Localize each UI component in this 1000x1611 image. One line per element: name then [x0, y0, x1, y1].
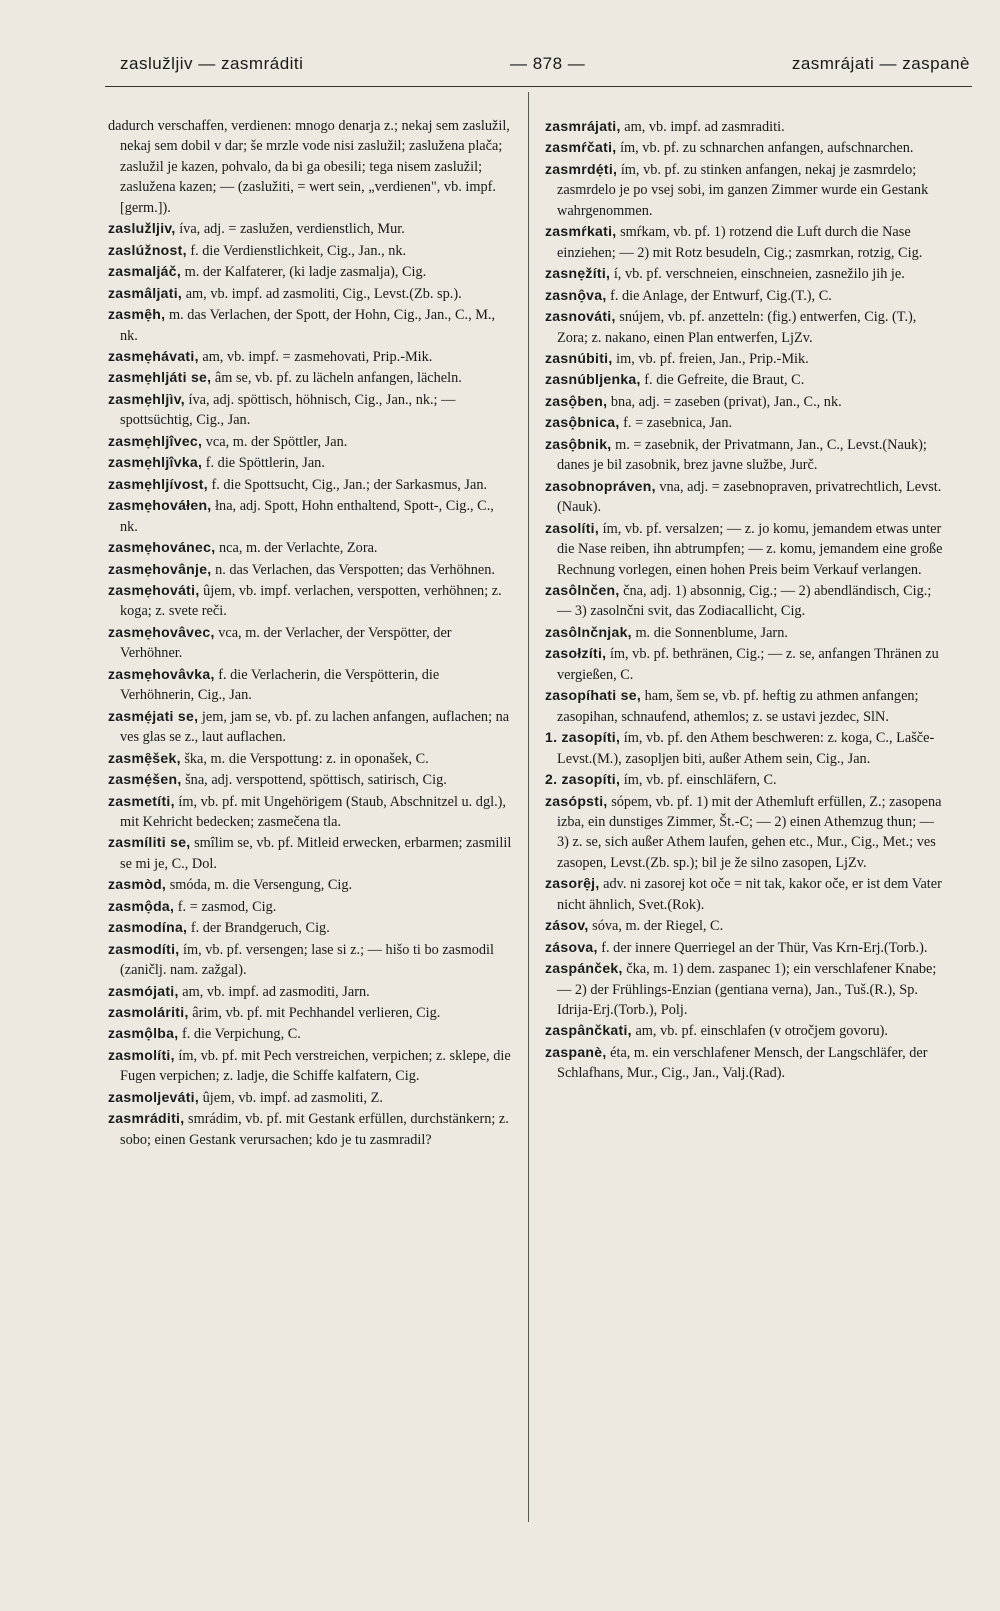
entry-definition: nca, m. der Verlachte, Zora.	[218, 540, 378, 557]
entry-headword: zaspanè,	[545, 1043, 607, 1060]
entry-headword: zasmrdẹ́ti,	[545, 160, 618, 177]
entry-headword: zasopíhati se,	[545, 687, 642, 704]
entry-definition: m. der Kalfaterer, (ki ladje zasmalja), Cig.	[184, 264, 427, 281]
entry-definition: ím, vb. pf. einschläfern, C.	[623, 772, 777, 789]
entry-definition: ím, vb. pf. zu stinken anfangen, nekaj je zasmrdelo; zasmrdelo je po vsej sobi, im ganzen Zimmer wurde ein Gestank wahrgenommen.	[557, 161, 929, 219]
dictionary-entry	[108, 1108, 512, 1150]
dictionary-entry	[108, 116, 512, 218]
entry-headword: zasộbnik,	[545, 435, 612, 452]
entry-definition: čka, m. 1) dem. zaspanec 1); ein verschlafener Knabe; — 2) der Frühlings-Enzian (gentiana verna), Jan., Tuš.(R.), Sp. Idrija-Erj.(Torb.), Polj.	[557, 961, 937, 1019]
entry-headword: zaspânčkati,	[545, 1022, 632, 1039]
entry-definition: f. der innere Querriegel an der Thür, Vas Krn-Erj.(Torb.).	[601, 939, 928, 956]
entry-definition: íva, adj. = zaslužen, verdienstlich, Mur.	[179, 221, 405, 238]
dictionary-entry	[108, 431, 512, 452]
entry-definition: adv. ni zasorej kot oče = nit tak, kakor oče, er ist dem Vater nicht ähnlich, Svet.(Rok).	[557, 876, 942, 913]
entry-definition: f. = zasebnica, Jan.	[623, 415, 733, 432]
dictionary-entry	[108, 537, 512, 558]
dictionary-entry	[108, 769, 512, 790]
column-divider	[528, 92, 529, 1522]
dictionary-entry	[545, 412, 949, 433]
dictionary-entry	[545, 285, 949, 306]
entry-definition: sóva, m. der Riegel, C.	[592, 918, 724, 935]
entry-headword: zasmẹ̑h,	[108, 306, 166, 323]
entry-definition: f. = zasmod, Cig.	[177, 898, 277, 915]
dictionary-entry	[545, 580, 949, 622]
entry-headword: zasmaljáč,	[108, 263, 182, 280]
entry-headword: zasmẹ́šen,	[108, 771, 182, 788]
entry-headword: zasnováti,	[545, 308, 616, 325]
entry-definition: ím, vb. pf. zu schnarchen anfangen, aufschnarchen.	[620, 140, 914, 157]
entry-definition: am, vb. impf. ad zasmraditi.	[624, 119, 785, 135]
entry-definition: am, vb. impf. = zasmehovati, Prip.-Mik.	[202, 348, 433, 365]
entry-headword: zásov,	[545, 917, 589, 934]
right-column	[545, 116, 949, 1084]
entry-headword: zasmẹhljáti se,	[108, 369, 212, 386]
entry-headword: zasołzíti,	[545, 645, 607, 662]
entry-headword: zasmẹhljîvec,	[108, 432, 203, 449]
entry-definition: f. die Anlage, der Entwurf, Cig.(T.), C.	[610, 287, 832, 304]
entry-headword: zasnẹžíti,	[545, 265, 611, 282]
dictionary-entry	[545, 263, 949, 284]
dictionary-entry	[545, 476, 949, 518]
entry-definition: vna, adj. = zasebnopraven, privatrechtlich, Levst.(Nauk).	[557, 478, 942, 516]
dictionary-entry	[108, 304, 512, 346]
entry-headword: zasmẹhováti,	[108, 581, 200, 598]
entry-definition: f. die Verpichung, C.	[181, 1026, 301, 1043]
dictionary-entry	[108, 389, 512, 431]
entry-headword: zasộbnica,	[545, 414, 620, 431]
left-column	[108, 116, 512, 1150]
dictionary-entry	[108, 832, 512, 874]
entry-definition: ím, vb. pf. bethränen, Cig.; — z. se, anfangen Thränen zu vergießen, C.	[557, 646, 939, 683]
entry-headword: zaspánček,	[545, 960, 623, 977]
entry-definition: m. = zasebnik, der Privatmann, Jan., C., Levst.(Nauk); danes je bil zasobnik, brez javne službe, Jurč.	[557, 436, 927, 474]
dictionary-entry	[545, 769, 949, 790]
dictionary-entry	[108, 495, 512, 537]
entry-headword: zasmŕčati,	[545, 139, 617, 156]
entry-definition: m. das Verlachen, der Spott, der Hohn, Cig., Jan., C., M., nk.	[120, 307, 496, 344]
entry-headword: zasmetíti,	[108, 792, 175, 809]
entry-definition: ûjem, vb. impf. ad zasmoliti, Z.	[202, 1089, 383, 1106]
entry-headword: zasmẹhovânje,	[108, 560, 212, 577]
entry-definition: am, vb. impf. ad zasmoliti, Cig., Levst.(Zb. sp.).	[185, 285, 462, 302]
entry-definition: f. der Brandgeruch, Cig.	[190, 920, 330, 937]
entry-headword: 2. zasopíti,	[545, 771, 621, 788]
dictionary-entry	[545, 306, 949, 348]
dictionary-entry	[108, 452, 512, 473]
entry-definition: snújem, vb. pf. anzetteln: (fig.) entwerfen, Cig. (T.), Zora; z. nakano, einen Plan entwerfen, LjZv.	[557, 309, 917, 346]
entry-definition: f. die Verdienstlichkeit, Cig., Jan., nk.	[190, 242, 407, 259]
dictionary-entry	[108, 218, 512, 239]
entry-headword: zasmẹhovánec,	[108, 539, 216, 556]
entry-definition: éta, m. ein verschlafener Mensch, der Langschläfer, der Schlafhans, Mur., Cig., Jan., Valj.(Rad).	[557, 1044, 928, 1082]
dictionary-entry	[545, 348, 949, 369]
entry-definition: íva, adj. spöttisch, höhnisch, Cig., Jan., nk.; — spottsüchtig, Cig., Jan.	[120, 391, 456, 429]
entry-headword: zasmẹhljívost,	[108, 475, 208, 492]
dictionary-entry	[108, 664, 512, 706]
entry-headword: zasmodíti,	[108, 940, 180, 957]
entry-definition: šna, adj. verspottend, spöttisch, satirisch, Cig.	[185, 772, 447, 789]
entry-headword: zasmộlba,	[108, 1025, 179, 1042]
entry-definition: f. die Spöttlerin, Jan.	[205, 455, 325, 472]
entry-definition: smŕkam, vb. pf. 1) rotzend die Luft durch die Nase einziehen; — 2) mit Rotz besudeln, Cig.; zasmrkan, rotzig, Cig.	[557, 224, 923, 261]
dictionary-entry	[108, 283, 512, 304]
entry-headword: zasolíti,	[545, 519, 600, 536]
entry-headword: zasmẹhovâvka,	[108, 665, 215, 682]
dictionary-entry	[108, 261, 512, 282]
entry-headword: zasobnopráven,	[545, 477, 656, 494]
entry-definition: ím, vb. pf. versalzen; — z. jo komu, jemandem etwas unter die Nase reiben, ihn abtrumpfen; — z. komu, jemandem eine große Rechnung vorlegen, einen hohen Preis beim Verkauf verlangen.	[557, 520, 943, 578]
entry-definition: smîlim se, vb. pf. Mitleid erwecken, erbarmen; zasmilil se mi je, C., Dol.	[120, 835, 512, 872]
entry-headword: zasmòd,	[108, 876, 167, 893]
dictionary-entry	[545, 137, 949, 158]
entry-headword: zásova,	[545, 938, 598, 955]
entry-headword: zasnộva,	[545, 286, 607, 303]
entry-definition: f. die Gefreite, die Braut, C.	[644, 372, 805, 389]
entry-headword: zasmoláriti,	[108, 1004, 189, 1021]
dictionary-entry	[108, 1023, 512, 1044]
dictionary-entry	[108, 939, 512, 981]
dictionary-entry	[108, 917, 512, 938]
dictionary-entry	[545, 622, 949, 643]
entry-definition: ška, m. die Verspottung: z. in oponašek, C.	[184, 750, 429, 767]
running-head	[120, 50, 970, 78]
entry-headword: zasorẹ̑j,	[545, 875, 600, 892]
page-number: — 878 —	[509, 54, 586, 73]
dictionary-entry	[108, 622, 512, 664]
dictionary-entry	[108, 874, 512, 895]
dictionary-entry	[108, 1002, 512, 1023]
entry-definition: ârim, vb. pf. mit Pechhandel verlieren, Cig.	[192, 1005, 441, 1022]
entry-definition: m. die Sonnenblume, Jarn.	[635, 624, 788, 641]
dictionary-entry	[108, 559, 512, 580]
entry-definition: n. das Verlachen, das Verspotten; das Verhöhnen.	[215, 561, 495, 578]
entry-headword: zasmŕkati,	[545, 223, 617, 240]
dictionary-entry	[545, 369, 949, 390]
entry-definition: am, vb. impf. ad zasmoditi, Jarn.	[182, 983, 370, 1000]
dictionary-entry	[545, 727, 949, 769]
dictionary-entry	[545, 221, 949, 263]
entry-headword: zasôlnčnjak,	[545, 623, 632, 640]
entry-definition: im, vb. pf. freien, Jan., Prip.-Mik.	[616, 350, 809, 367]
dictionary-entry	[545, 873, 949, 915]
entry-definition: bna, adj. = zaseben (privat), Jan., C., nk.	[610, 393, 842, 410]
entry-headword: zaslužljiv,	[108, 220, 176, 237]
dictionary-entry	[545, 915, 949, 936]
dictionary-entry	[545, 1042, 949, 1084]
entry-definition: sópem, vb. pf. 1) mit der Athemluft erfüllen, Z.; zasopena izba, ein dunstiges Zimmer, Št.-C; — 2) einen Athemzug thun; — 3) z. se, sich außer Athem laufen, gehen etc., Mur., Cig., Met.; ves zasopen, Levst.(Zb. sp.); bil je že silno zasopen, LjZv.	[557, 793, 942, 871]
entry-definition: ham, šem se, vb. pf. heftig zu athmen anfangen; zasopihan, schnaufend, athemlos; z. se ustavi jezdec, SlN.	[557, 688, 919, 725]
entry-headword: zasmẹhávati,	[108, 347, 199, 364]
dictionary-entry	[545, 937, 949, 958]
entry-definition: dadurch verschaffen, verdienen: mnogo denarja z.; nekaj sem zaslužil, nekaj sem dobil v dar; še mrzle vode nisi zaslužil; zaslužena plača; zaslužil je kazen, pohvalo, da bi ga obesili; tega nisem zaslužil; zaslužena kazen; — (zaslužiti, = wert sein, „verdienen", vb. impf. [germ.]).	[108, 118, 510, 216]
dictionary-entry	[108, 240, 512, 261]
dictionary-entry	[545, 685, 949, 727]
dictionary-entry	[545, 116, 949, 137]
entry-definition: ím, vb. pf. mit Ungehörigem (Staub, Abschnitzel u. dgl.), mit Kehricht bedecken; zasmečena tla.	[120, 793, 506, 830]
entry-definition: ím, vb. pf. mit Pech verstreichen, verpichen; z. sklepe, die Fugen verpichen; z. ladje, die Schiffe kalfatern, Cig.	[120, 1047, 511, 1085]
entry-definition: vca, m. der Verlacher, der Verspötter, der Verhöhner.	[120, 624, 452, 662]
header-rule	[105, 86, 972, 87]
dictionary-entry	[545, 791, 949, 874]
dictionary-entry	[545, 159, 949, 221]
entry-headword: zasmrájati,	[545, 118, 621, 134]
entry-definition: í, vb. pf. verschneien, einschneien, zasnežilo jih je.	[613, 266, 905, 283]
entry-definition: ûjem, vb. impf. verlachen, verspotten, verhöhnen; z. koga; z. svete reči.	[120, 582, 502, 620]
dictionary-entry	[108, 346, 512, 367]
dictionary-entry	[108, 791, 512, 833]
entry-headword: zasmójati,	[108, 982, 179, 999]
entry-headword: zasmẹhováłen,	[108, 497, 212, 514]
dictionary-entry	[108, 896, 512, 917]
dictionary-entry	[108, 1045, 512, 1087]
dictionary-entry	[545, 1020, 949, 1041]
entry-headword: zasộben,	[545, 392, 608, 409]
entry-definition: čna, adj. 1) absonnig, Cig.; — 2) abendländisch, Cig.; — 3) zasolnčni svit, das Zodiacallicht, Cig.	[557, 582, 932, 620]
dictionary-entry	[545, 434, 949, 476]
entry-definition: łna, adj. Spott, Hohn enthaltend, Spott-, Cig., C., nk.	[120, 498, 494, 535]
entry-headword: zasmâljati,	[108, 284, 183, 301]
entry-headword: zasmộda,	[108, 897, 175, 914]
running-head-right: zasmrájati — zaspanè	[791, 54, 970, 73]
entry-headword: 1. zasopíti,	[545, 729, 621, 746]
entry-headword: zasmoljeváti,	[108, 1088, 200, 1105]
entry-headword: zasmíliti se,	[108, 834, 191, 851]
entry-definition: âm se, vb. pf. zu lächeln anfangen, lächeln.	[214, 370, 462, 387]
dictionary-entry	[545, 958, 949, 1020]
entry-headword: zasmẹhljîvka,	[108, 454, 203, 471]
entry-definition: ím, vb. pf. versengen; lase si z.; — hišo ti bo zasmodil (zaničlj. nam. zažgal).	[120, 941, 494, 979]
entry-headword: zasnúbiti,	[545, 349, 613, 366]
dictionary-entry	[108, 748, 512, 769]
dictionary-entry	[108, 580, 512, 622]
entry-headword: zasmẹ́jati se,	[108, 707, 199, 724]
dictionary-entry	[108, 1087, 512, 1108]
dictionary-entry	[545, 518, 949, 580]
entry-definition: f. die Spottsucht, Cig., Jan.; der Sarkasmus, Jan.	[211, 476, 488, 493]
entry-definition: jem, jam se, vb. pf. zu lachen anfangen, auflachen; na ves glas se z., laut auflachen.	[120, 708, 510, 746]
running-head-left: zaslužljiv — zasmráditi	[120, 54, 304, 73]
entry-headword: zasôlnčen,	[545, 581, 620, 598]
dictionary-entry	[545, 391, 949, 412]
dictionary-entry	[108, 474, 512, 495]
entry-headword: zasópsti,	[545, 792, 608, 809]
entry-headword: zasmẹ̑šek,	[108, 749, 181, 766]
entry-definition: am, vb. pf. einschlafen (v otročjem govoru).	[635, 1023, 888, 1040]
entry-headword: zaslúžnost,	[108, 241, 187, 258]
entry-headword: zasmolíti,	[108, 1046, 175, 1063]
entry-headword: zasmẹhovâvec,	[108, 623, 215, 640]
entry-headword: zasnúbljenka,	[545, 371, 641, 388]
entry-definition: smóda, m. die Versengung, Cig.	[169, 877, 353, 894]
entry-headword: zasmodína,	[108, 919, 188, 936]
dictionary-entry	[545, 643, 949, 685]
entry-definition: f. die Verlacherin, die Verspötterin, die Verhöhnerin, Cig., Jan.	[120, 666, 440, 704]
entry-definition: smrádim, vb. pf. mit Gestank erfüllen, durchstänkern; z. sobo; einen Gestank verursachen; kdo je tu zasmradil?	[120, 1111, 509, 1148]
entry-definition: vca, m. der Spöttler, Jan.	[205, 433, 348, 450]
entry-definition: ím, vb. pf. den Athem beschweren: z. koga, C., Lašče-Levst.(M.), zasopljen biti, außer Athem sein, Cig., Jan.	[557, 730, 935, 767]
entry-headword: zasmẹhljìv,	[108, 390, 185, 407]
entry-headword: zasmráditi,	[108, 1110, 185, 1127]
dictionary-entry	[108, 706, 512, 748]
dictionary-entry	[108, 981, 512, 1002]
dictionary-entry	[108, 367, 512, 388]
